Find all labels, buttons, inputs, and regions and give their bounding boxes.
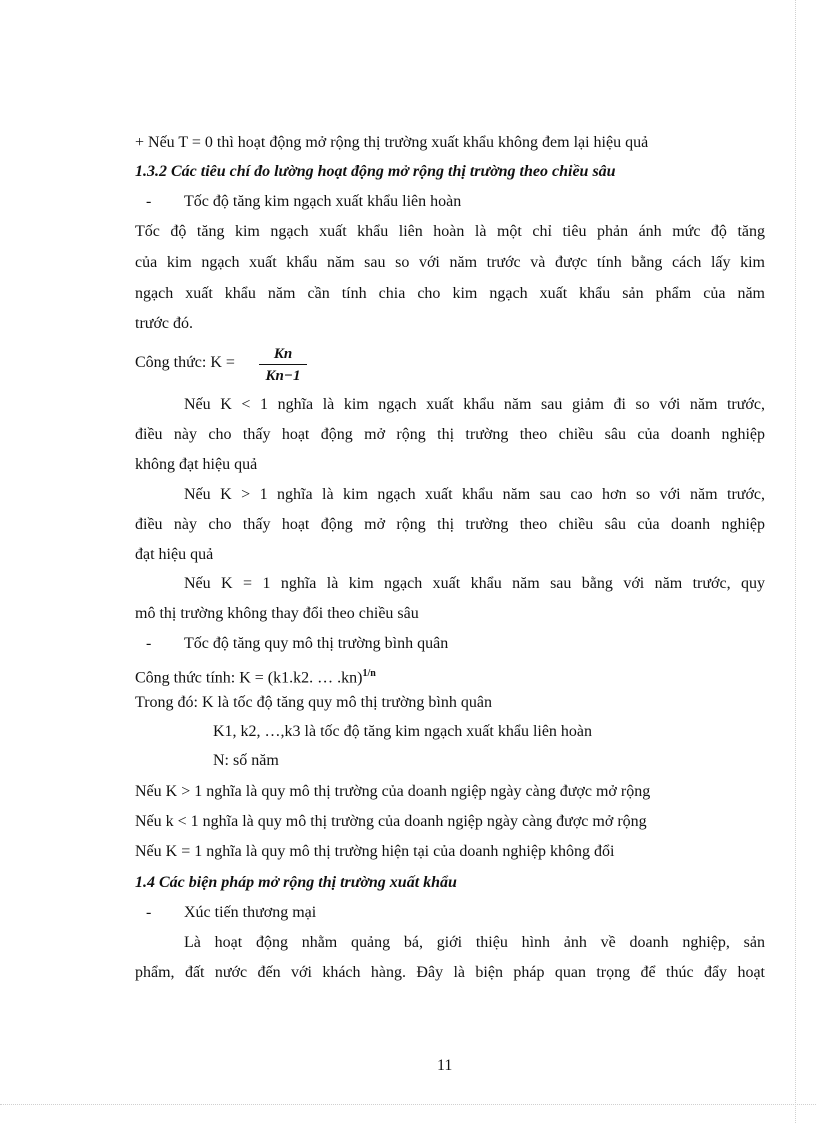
formula-line [135, 664, 376, 688]
paragraph-line: Tốc độ tăng kim ngạch xuất khẩu liên hoàn là một chỉ tiêu phản ánh mức độ tăng [135, 223, 765, 240]
paragraph-line: + Nếu T = 0 thì hoạt động mở rộng thị trường xuất khẩu không đem lại hiệu quả [135, 134, 649, 151]
fraction-denominator: Kn−1 [265, 368, 301, 384]
paragraph-line: Trong đó: K là tốc độ tăng quy mô thị trường bình quân [135, 694, 492, 711]
bullet-dash: - [146, 193, 152, 210]
page-margin-guide [0, 1104, 816, 1105]
paragraph-line: mô thị trường không thay đổi theo chiều sâu [135, 605, 419, 622]
paragraph-line: không đạt hiệu quả [135, 456, 258, 473]
formula-label: Công thức: K = [135, 354, 235, 371]
paragraph-line: đạt hiệu quả [135, 546, 214, 563]
paragraph-line: N: số năm [213, 752, 279, 769]
fraction-bar [259, 364, 307, 365]
bullet-item: Tốc độ tăng quy mô thị trường bình quân [184, 635, 449, 652]
section-heading-1-3-2: 1.3.2 Các tiêu chí đo lường hoạt động mở rộng thị trường theo chiều sâu [135, 163, 616, 180]
paragraph-line: Là hoạt động nhằm quảng bá, giới thiệu hình ảnh về doanh nghiệp, sản [184, 934, 765, 951]
fraction-numerator: Kn [273, 346, 293, 362]
paragraph-line: Nếu K > 1 nghĩa là quy mô thị trường của doanh ngiệp ngày càng được mở rộng [135, 783, 651, 800]
paragraph-line: Nếu K < 1 nghĩa là kim ngạch xuất khẩu năm sau giảm đi so với năm trước, [184, 396, 765, 413]
formula-text: Công thức tính: K = (k1.k2. … .kn) [135, 669, 363, 687]
formula-exponent: 1/n [362, 668, 376, 679]
page-number: 11 [437, 1057, 453, 1074]
paragraph-line: trước đó. [135, 315, 194, 332]
bullet-dash: - [146, 635, 152, 652]
paragraph-line: K1, k2, …,k3 là tốc độ tăng kim ngạch xuất khẩu liên hoàn [213, 723, 593, 740]
paragraph-line: Nếu k < 1 nghĩa là quy mô thị trường của doanh ngiệp ngày càng được mở rộng [135, 813, 647, 830]
paragraph-line: ngạch xuất khẩu năm cần tính chia cho kim ngạch xuất khẩu sản phẩm của năm [135, 285, 765, 302]
paragraph-line: Nếu K > 1 nghĩa là kim ngạch xuất khẩu năm sau cao hơn so với năm trước, [184, 486, 765, 503]
paragraph-line: phẩm, đất nước đến với khách hàng. Đây là biện pháp quan trọng để thúc đẩy hoạt [135, 964, 765, 981]
bullet-dash: - [146, 904, 152, 921]
paragraph-line: Nếu K = 1 nghĩa là kim ngạch xuất khẩu năm sau bằng với năm trước, quy [184, 575, 765, 592]
paragraph-line: Nếu K = 1 nghĩa là quy mô thị trường hiện tại của doanh nghiệp không đổi [135, 843, 615, 860]
page-margin-guide [795, 0, 796, 1123]
paragraph-line: của kim ngạch xuất khẩu năm sau so với năm trước và được tính bằng cách lấy kim [135, 254, 765, 271]
bullet-item: Xúc tiến thương mại [184, 904, 317, 921]
section-heading-1-4: 1.4 Các biện pháp mở rộng thị trường xuất khẩu [135, 874, 457, 891]
formula-fraction [259, 345, 307, 385]
bullet-item: Tốc độ tăng kim ngạch xuất khẩu liên hoàn [184, 193, 462, 210]
paragraph-line: điều này cho thấy hoạt động mở rộng thị trường theo chiều sâu của doanh nghiệp [135, 426, 765, 443]
paragraph-line: điều này cho thấy hoạt động mở rộng thị trường theo chiều sâu của doanh nghiệp [135, 516, 765, 533]
